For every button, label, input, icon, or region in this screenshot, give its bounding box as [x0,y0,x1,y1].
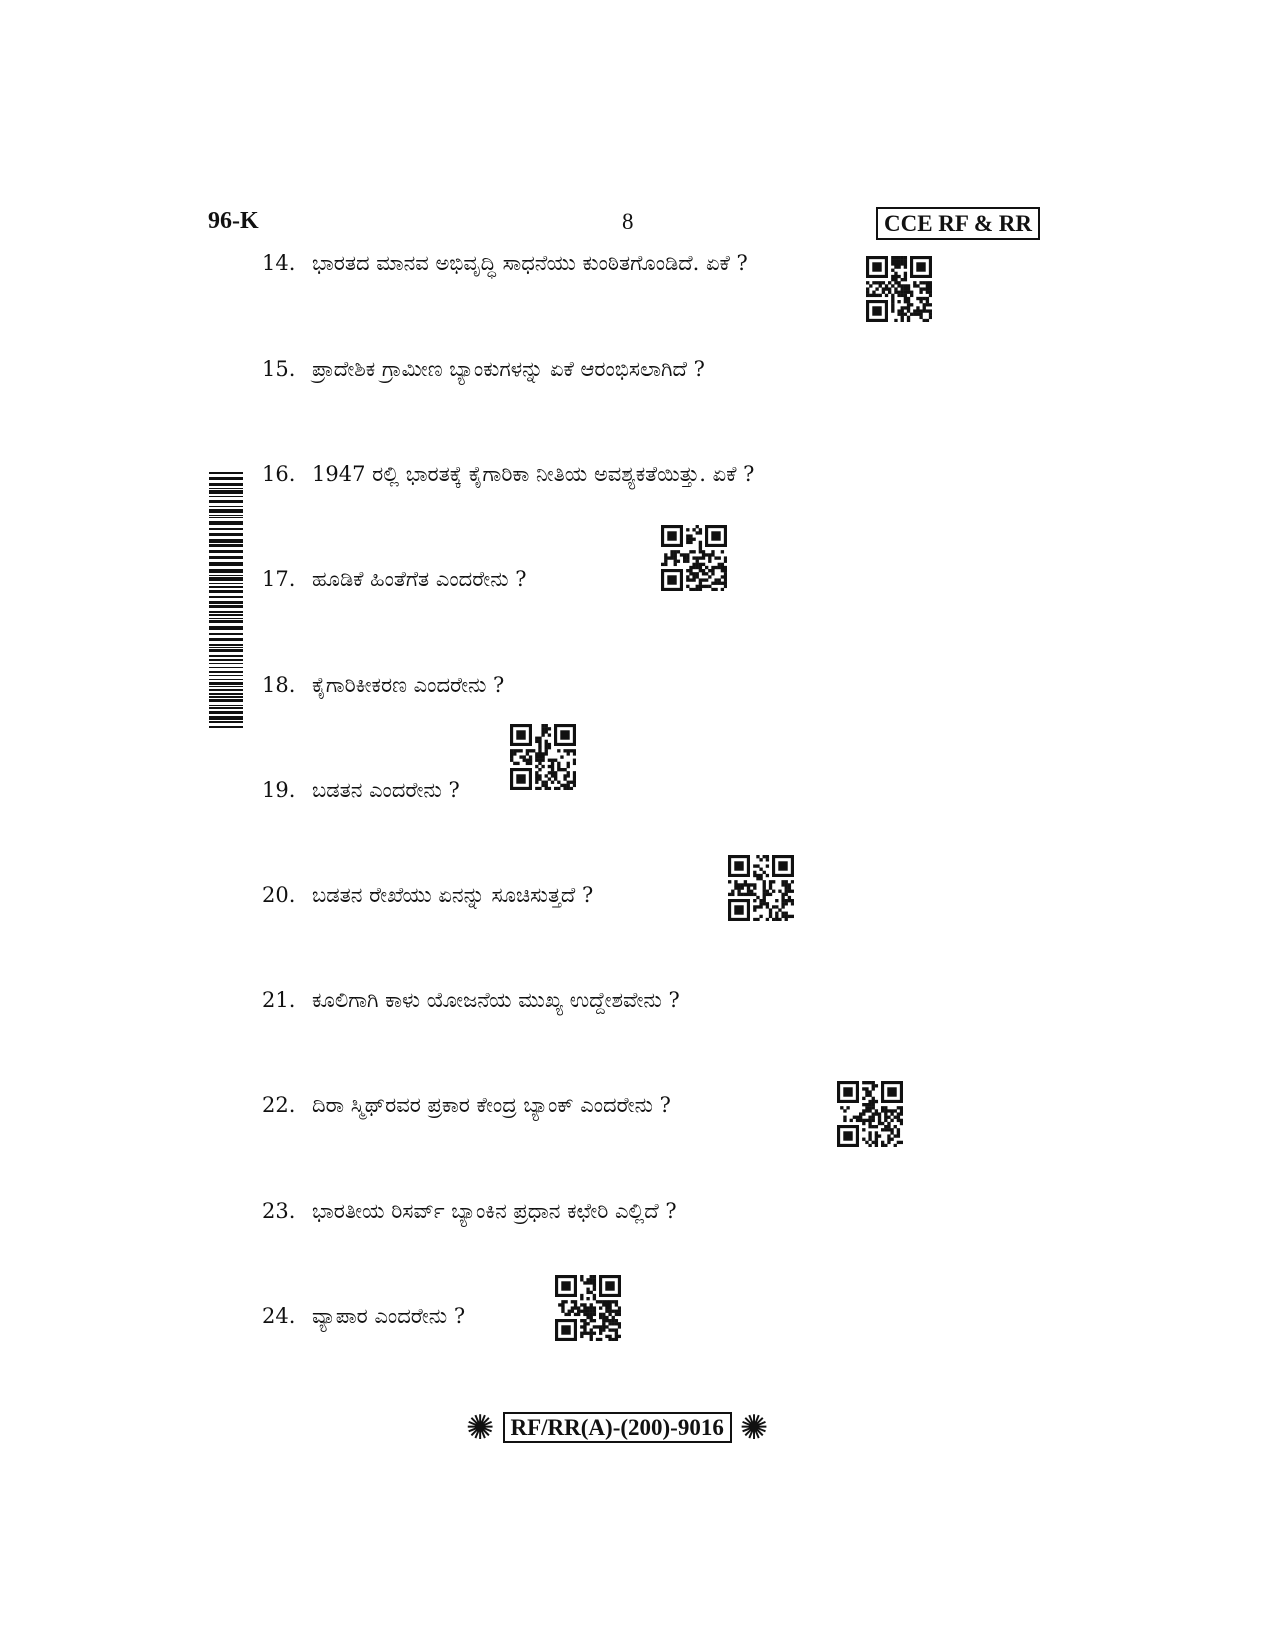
question-text: ಭಾರತದ ಮಾನವ ಅಭಿವೃದ್ಧಿ ಸಾಧನೆಯು ಕುಂಠಿತಗೊಂಡಿದೆ. ಏಕೆ ? [312,251,748,275]
question-21 [262,988,680,1013]
paper-code: 96-K [208,208,259,234]
question-17 [262,567,527,592]
question-number: 15. [262,357,296,381]
question-text: ದಿರಾ ಸ್ಮಿಥ್‌ರವರ ಪ್ರಕಾರ ಕೇಂದ್ರ ಬ್ಯಾಂಕ್ ಎಂದರೇನು ? [312,1093,671,1117]
qr-code-icon [510,724,576,790]
qr-code-icon [728,855,794,921]
question-text: ಭಾರತೀಯ ರಿಸರ್ವ್ ಬ್ಯಾಂಕಿನ ಪ್ರಧಾನ ಕಛೇರಿ ಎಲ್ಲಿದೆ ? [312,1199,677,1223]
question-number: 17. [262,567,296,591]
question-19 [262,778,460,803]
series-label: CCE RF & RR [876,207,1040,240]
question-number: 18. [262,673,296,697]
question-number: 22. [262,1093,296,1117]
question-23 [262,1199,677,1224]
qr-code-icon [555,1275,621,1341]
question-16 [262,462,754,487]
qr-code-icon [837,1081,903,1147]
question-text: ಹೂಡಿಕೆ ಹಿಂತೆಗೆತ ಎಂದರೇನು ? [312,567,527,591]
footer-code: RF/RR(A)-(200)-9016 [503,1412,732,1443]
question-number: 20. [262,883,296,907]
question-number: 14. [262,251,296,275]
page-number: 8 [622,209,634,234]
question-text: ಬಡತನ ರೇಖೆಯು ಏನನ್ನು ಸೂಚಿಸುತ್ತದೆ ? [312,883,594,907]
question-text: ಬಡತನ ಎಂದರೇನು ? [312,778,460,802]
question-15 [262,357,705,382]
question-number: 21. [262,988,296,1012]
asterisk-star-icon: ✺ [739,1407,769,1448]
question-text: 1947 ರಲ್ಲಿ ಭಾರತಕ್ಕೆ ಕೈಗಾರಿಕಾ ನೀತಿಯ ಅವಶ್ಯಕತೆಯಿತ್ತು. ಏಕೆ ? [312,462,755,486]
question-24 [262,1304,465,1329]
question-20 [262,883,593,908]
question-18 [262,673,504,698]
qr-code-icon [866,256,932,322]
question-number: 19. [262,778,296,802]
question-text: ವ್ಯಾಪಾರ ಎಂದರೇನು ? [312,1304,466,1328]
qr-code-icon [661,525,727,591]
question-text: ಕೈಗಾರಿಕೀಕರಣ ಎಂದರೇನು ? [312,673,505,697]
question-14 [262,251,748,276]
question-number: 23. [262,1199,296,1223]
question-text: ಪ್ರಾದೇಶಿಕ ಗ್ರಾಮೀಣ ಬ್ಯಾಂಕುಗಳನ್ನು ಏಕೆ ಆರಂಭಿಸಲಾಗಿದೆ ? [312,357,705,381]
question-number: 16. [262,462,296,486]
footer [466,1407,769,1448]
asterisk-star-icon: ✺ [466,1407,495,1448]
barcode-icon [209,472,243,730]
question-text: ಕೂಲಿಗಾಗಿ ಕಾಳು ಯೋಜನೆಯ ಮುಖ್ಯ ಉದ್ದೇಶವೇನು ? [312,988,680,1012]
question-22 [262,1093,671,1118]
question-number: 24. [262,1304,296,1328]
